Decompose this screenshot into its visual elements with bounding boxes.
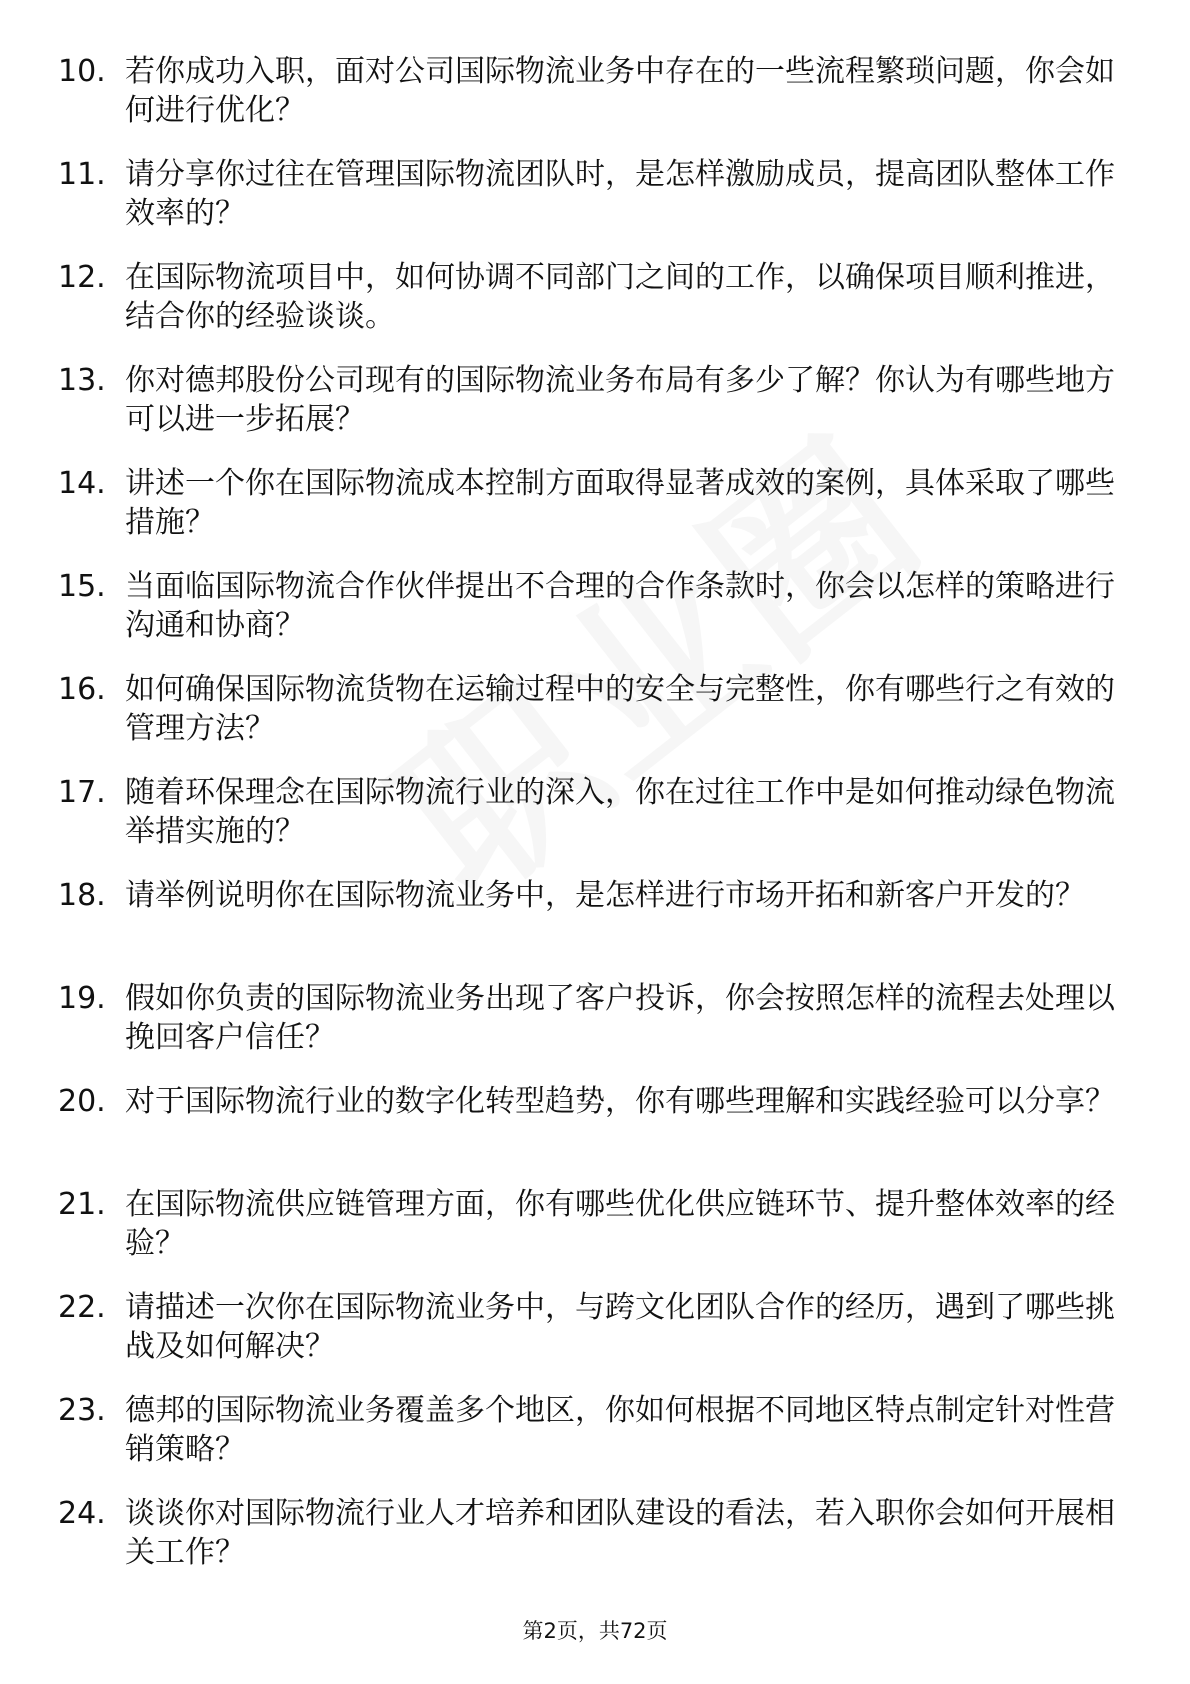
question-text: 谈谈你对国际物流行业人才培养和团队建设的看法，若入职你会如何开展相关工作？ bbox=[125, 1496, 1115, 1570]
question-number: 10. bbox=[58, 54, 106, 89]
question-text: 德邦的国际物流业务覆盖多个地区，你如何根据不同地区特点制定针对性营销策略？ bbox=[125, 1393, 1115, 1467]
question-text: 讲述一个你在国际物流成本控制方面取得显著成效的案例，具体采取了哪些措施？ bbox=[125, 466, 1115, 540]
question-item bbox=[58, 670, 1128, 748]
question-text: 请描述一次你在国际物流业务中，与跨文化团队合作的经历，遇到了哪些挑战及如何解决？ bbox=[125, 1290, 1115, 1364]
question-item bbox=[58, 464, 1128, 542]
question-number: 17. bbox=[58, 775, 106, 810]
question-item bbox=[58, 1288, 1128, 1366]
question-text: 当面临国际物流合作伙伴提出不合理的合作条款时，你会以怎样的策略进行沟通和协商？ bbox=[125, 569, 1115, 643]
question-item bbox=[58, 567, 1128, 645]
question-number: 22. bbox=[58, 1290, 106, 1325]
question-number: 13. bbox=[58, 363, 106, 398]
question-text: 请分享你过往在管理国际物流团队时，是怎样激励成员，提高团队整体工作效率的？ bbox=[125, 157, 1115, 231]
question-list bbox=[58, 52, 1128, 1597]
question-text: 请举例说明你在国际物流业务中，是怎样进行市场开拓和新客户开发的？ bbox=[125, 878, 1085, 913]
question-number: 23. bbox=[58, 1393, 106, 1428]
question-item bbox=[58, 1391, 1128, 1469]
question-item bbox=[58, 52, 1128, 130]
question-text: 在国际物流项目中，如何协调不同部门之间的工作，以确保项目顺利推进，结合你的经验谈谈。 bbox=[125, 260, 1115, 334]
question-item bbox=[58, 979, 1128, 1057]
question-number: 19. bbox=[58, 981, 106, 1016]
question-text: 若你成功入职，面对公司国际物流业务中存在的一些流程繁琐问题，你会如何进行优化？ bbox=[125, 54, 1115, 128]
question-item bbox=[58, 155, 1128, 233]
question-text: 随着环保理念在国际物流行业的深入，你在过往工作中是如何推动绿色物流举措实施的？ bbox=[125, 775, 1115, 849]
question-number: 21. bbox=[58, 1187, 106, 1222]
question-text: 在国际物流供应链管理方面，你有哪些优化供应链环节、提升整体效率的经验？ bbox=[125, 1187, 1115, 1261]
question-item bbox=[58, 1082, 1128, 1160]
question-text: 如何确保国际物流货物在运输过程中的安全与完整性，你有哪些行之有效的管理方法？ bbox=[125, 672, 1115, 746]
question-item bbox=[58, 876, 1128, 954]
question-item bbox=[58, 361, 1128, 439]
question-number: 16. bbox=[58, 672, 106, 707]
question-item bbox=[58, 773, 1128, 851]
question-number: 24. bbox=[58, 1496, 106, 1531]
question-number: 12. bbox=[58, 260, 106, 295]
page-footer: 第2页，共72页 bbox=[522, 1619, 668, 1643]
question-item bbox=[58, 1185, 1128, 1263]
question-number: 18. bbox=[58, 878, 106, 913]
question-number: 14. bbox=[58, 466, 106, 501]
question-number: 11. bbox=[58, 157, 106, 192]
question-text: 你对德邦股份公司现有的国际物流业务布局有多少了解？你认为有哪些地方可以进一步拓展？ bbox=[125, 363, 1115, 437]
question-number: 15. bbox=[58, 569, 106, 604]
question-item bbox=[58, 258, 1128, 336]
question-text: 假如你负责的国际物流业务出现了客户投诉，你会按照怎样的流程去处理以挽回客户信任？ bbox=[125, 981, 1115, 1055]
question-item bbox=[58, 1494, 1128, 1572]
question-number: 20. bbox=[58, 1084, 106, 1119]
question-text: 对于国际物流行业的数字化转型趋势，你有哪些理解和实践经验可以分享？ bbox=[125, 1084, 1115, 1119]
